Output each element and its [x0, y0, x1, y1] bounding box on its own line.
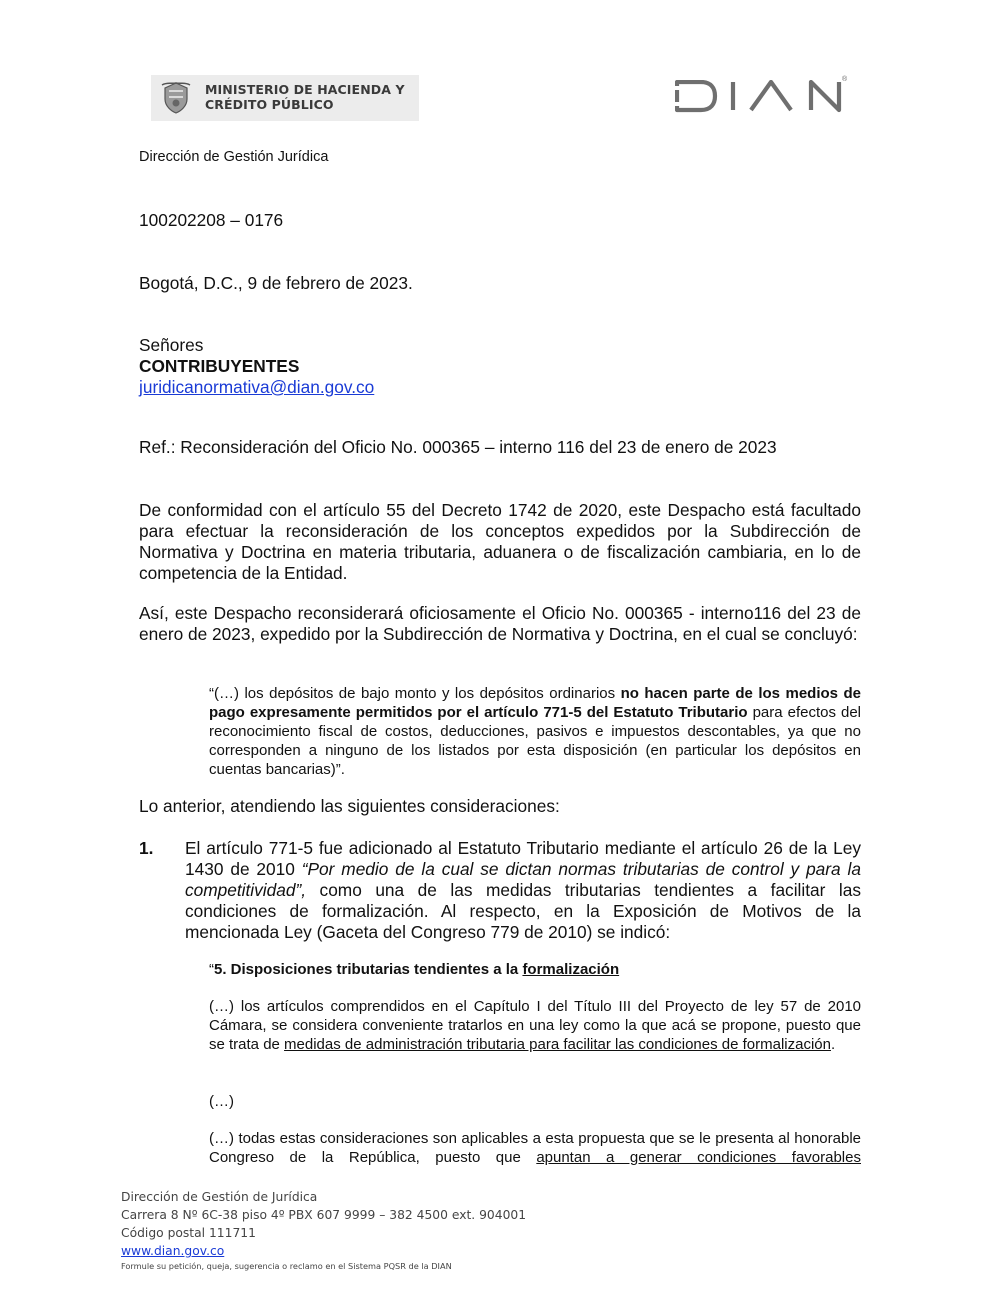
ministry-logo	[151, 75, 419, 121]
recipient: CONTRIBUYENTES	[139, 356, 300, 376]
department-name: Dirección de Gestión Jurídica	[139, 149, 329, 165]
footer-address: Carrera 8 Nº 6C-38 piso 4º PBX 607 9999 – 382 4500 ext. 904001	[121, 1208, 527, 1222]
quote-2-paragraph-1	[209, 997, 861, 1054]
dian-logo	[675, 76, 850, 118]
salutation: Señores	[139, 335, 204, 355]
registered-mark: ®	[842, 76, 848, 83]
addressee-block	[139, 335, 374, 398]
ministry-name-line2: CRÉDITO PÚBLICO	[205, 97, 334, 112]
quote-2-p1-end: .	[830, 1036, 836, 1053]
quote-1-text-c: para efectos del reconocimiento fiscal de costos, deducciones, pasivos e impuestos descontables, ya que no corresponden a ninguno de los listados por esta disposición (en particular los depósitos en cuentas bancarias)”.	[209, 704, 861, 778]
recipient-email-link[interactable]: juridicanormativa@dian.gov.co	[139, 377, 375, 397]
quote-2-open-mark: “	[209, 961, 214, 978]
paragraph-1: De conformidad con el artículo 55 del Decreto 1742 de 2020, este Despacho está facultado para efectuar la reconsideración de los conceptos expedidos por la Subdirección de Normativa y Doctrina en materia tributaria, aduanera o de fiscalización cambiaria, en lo de competencia de la Entidad.	[139, 500, 861, 583]
quote-2-heading	[209, 960, 619, 979]
item-1-text	[185, 838, 861, 943]
ministry-name	[205, 82, 405, 112]
quote-2-heading-underlined: formalización	[522, 961, 620, 978]
coat-of-arms-icon	[159, 81, 193, 115]
reference-number: 100202208 – 0176	[139, 210, 284, 230]
quote-2-paragraph-2	[209, 1129, 861, 1167]
quote-1-text-a: “(…) los depósitos de bajo monto y los depósitos ordinarios	[209, 685, 621, 702]
footer-website-link[interactable]: www.dian.gov.co	[121, 1244, 225, 1258]
paragraph-3: Lo anterior, atendiendo las siguientes consideraciones:	[139, 796, 560, 816]
quote-1	[209, 684, 861, 779]
quote-2-ellipsis: (…)	[209, 1093, 234, 1110]
quote-2-p2-text: (…) todas estas consideraciones son aplicables a esta propuesta que se le presenta al honorable Congreso de la República, puesto que	[209, 1130, 861, 1166]
item-1-law-title: “Por medio de la cual se dictan normas tributarias de control y para la competitividad”,	[185, 859, 861, 900]
place-date: Bogotá, D.C., 9 de febrero de 2023.	[139, 273, 413, 293]
quote-2-heading-text: 5. Disposiciones tributarias tendientes a la	[214, 961, 523, 978]
item-1-number: 1.	[139, 838, 154, 858]
item-1-text-a: El artículo 771-5 fue adicionado al Estatuto Tributario mediante el artículo 26 de la Ley 1430 de 2010	[185, 838, 861, 879]
footer-postal-code: Código postal 111711	[121, 1226, 256, 1240]
quote-1-bold: no hacen parte de los medios de pago expresamente permitidos por el artículo 771-5 del Estatuto Tributario	[209, 685, 861, 721]
footer-department: Dirección de Gestión de Jurídica	[121, 1190, 318, 1204]
footer	[121, 1188, 526, 1272]
quote-2-p2-underlined: apuntan a generar condiciones favorables	[536, 1149, 861, 1166]
ministry-name-line1: MINISTERIO DE HACIENDA Y	[205, 82, 405, 97]
dian-logo-mark	[675, 80, 850, 118]
item-1-text-c: como una de las medidas tributarias tendientes a facilitar las condiciones de formalización. Al respecto, en la Exposición de Motivos de la mencionada Ley (Gaceta del Congreso 779 de 2010) se indicó:	[185, 880, 861, 942]
quote-2-p1-underlined: medidas de administración tributaria para facilitar las condiciones de formalización	[284, 1036, 831, 1053]
quote-2-p1-text: (…) los artículos comprendidos en el Capítulo I del Título III del Proyecto de ley 57 de 2010 Cámara, se considera conveniente tratarlos en una ley como la que acá se propone, puesto que se trata de	[209, 998, 861, 1053]
footer-pqsr-note: Formule su petición, queja, sugerencia o reclamo en el Sistema PQSR de la DIAN	[121, 1261, 452, 1271]
paragraph-2: Así, este Despacho reconsiderará oficiosamente el Oficio No. 000365 - interno116 del 23 de enero de 2023, expedido por la Subdirección de Normativa y Doctrina, en el cual se concluyó:	[139, 603, 861, 644]
reference-subject: Ref.: Reconsideración del Oficio No. 000365 – interno 116 del 23 de enero de 2023	[139, 437, 777, 457]
